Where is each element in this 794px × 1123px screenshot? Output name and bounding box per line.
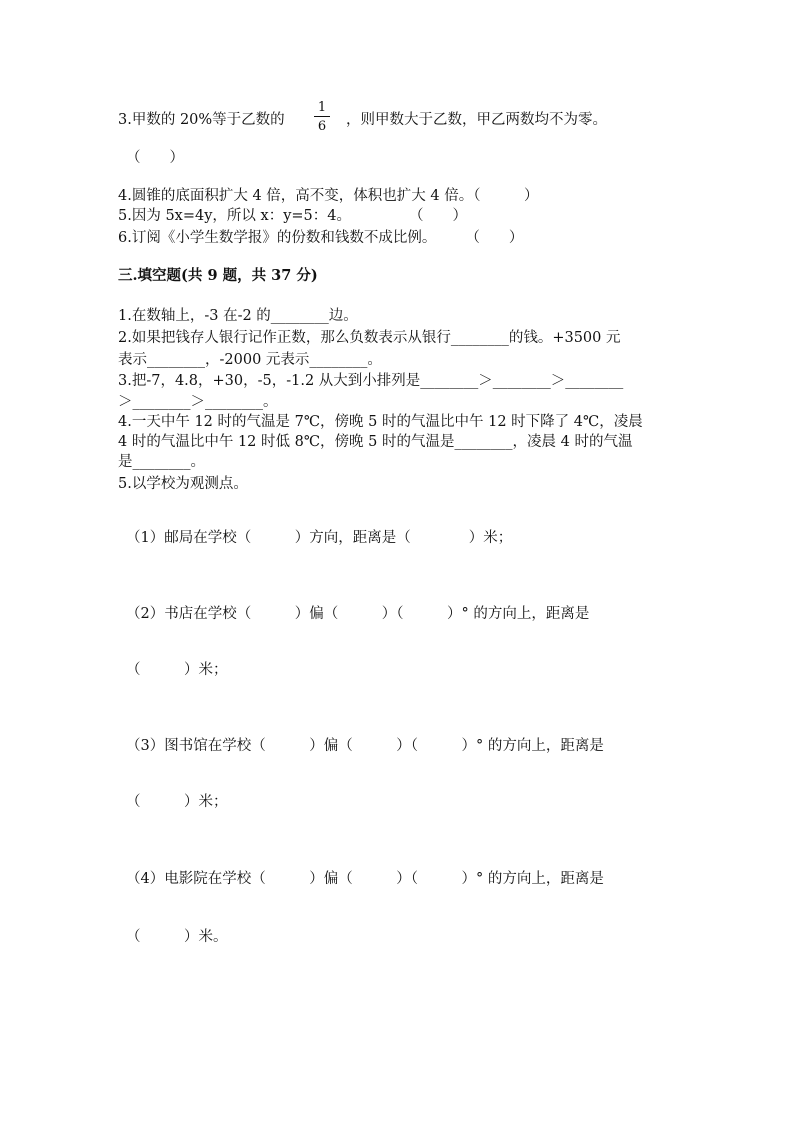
fill-q5-part3-line1: （3）图书馆在学校（ ）偏（ ）（ ）° 的方向上，距离是 <box>126 738 604 754</box>
fill-q2-line2: 表示________，-2000 元表示________。 <box>118 352 382 368</box>
fill-q5-part1: （1）邮局在学校（ ）方向，距离是（ ）米； <box>126 530 513 546</box>
fill-q2-line1: 2.如果把钱存人银行记作正数，那么负数表示从银行________的钱。+3500 元 <box>118 330 621 346</box>
judge-q3-text-after: ，则甲数大于乙数，甲乙两数均不为零。 <box>346 112 607 128</box>
fill-q4-line3: 是________。 <box>118 454 205 470</box>
fill-q3-line1: 3.把-7，4.8，+30，-5，-1.2 从大到小排列是________＞________＞________ <box>118 373 624 389</box>
fraction-denominator: 6 <box>317 119 327 134</box>
judge-q6: 6.订阅《小学生数学报》的份数和钱数不成比例。 （ ） <box>118 230 524 246</box>
fill-q1: 1.在数轴上，-3 在-2 的________边。 <box>118 308 358 324</box>
fill-q5-part4-line2: （ ）米。 <box>126 929 228 945</box>
fill-q5: 5.以学校为观测点。 <box>118 476 248 492</box>
judge-q3-text-before: 3.甲数的 20%等于乙数的 <box>118 112 285 128</box>
fill-q5-part2-line1: （2）书店在学校（ ）偏（ ）（ ）° 的方向上，距离是 <box>126 606 590 622</box>
judge-q3-answer-paren: （ ） <box>126 150 184 166</box>
fill-q4-line1: 4.一天中午 12 时的气温是 7℃，傍晚 5 时的气温比中午 12 时下降了 4℃，凌晨 <box>118 414 643 430</box>
fill-q3-line2: ＞________＞________。 <box>118 394 278 410</box>
judge-q5: 5.因为 5x=4y，所以 x：y=5：4。 （ ） <box>118 208 467 224</box>
fraction-numerator: 1 <box>317 100 327 115</box>
fill-q5-part3-line2: （ ）米； <box>126 794 228 810</box>
fraction-bar <box>314 116 330 117</box>
fill-q5-part4-line1: （4）电影院在学校（ ）偏（ ）（ ）° 的方向上，距离是 <box>126 871 604 887</box>
judge-q4: 4.圆锥的底面积扩大 4 倍，高不变，体积也扩大 4 倍。（ ） <box>118 188 539 204</box>
fill-q5-part2-line2: （ ）米； <box>126 662 228 678</box>
fraction-one-sixth <box>314 100 330 134</box>
fill-q4-line2: 4 时的气温比中午 12 时低 8℃，傍晚 5 时的气温是________，凌晨 4 时的气温 <box>118 434 633 450</box>
section-3-heading: 三.填空题(共 9 题，共 37 分) <box>118 267 318 284</box>
